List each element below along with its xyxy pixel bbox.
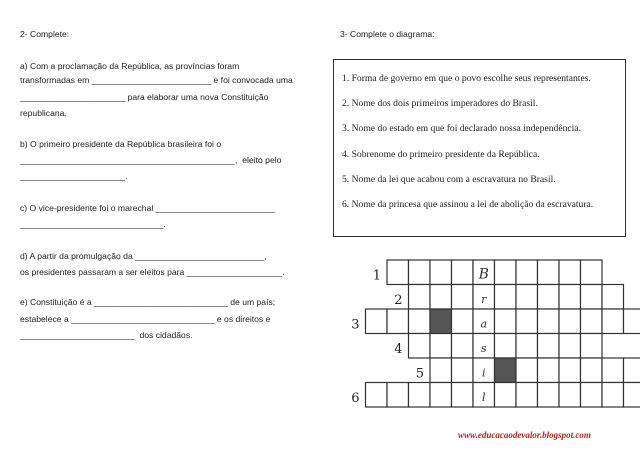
question-c-line-1: c) O vice-presidente foi o marechal _________________________	[20, 203, 276, 213]
question-b-line-2: _____________________________________________, eleito pelo	[20, 155, 282, 165]
section-3-title: 3- Complete o diagrama:	[340, 29, 435, 39]
crossword-cell	[581, 309, 603, 334]
question-c-line-2: ______________________________.	[20, 219, 166, 229]
question-a-line-3: ______________________ para elaborar uma nova Constituição	[20, 92, 269, 102]
crossword-cell	[581, 285, 603, 310]
crossword-cell	[624, 309, 640, 334]
crossword-cell	[409, 309, 431, 334]
crossword-cell	[387, 383, 409, 408]
crossword-cell	[366, 309, 388, 334]
question-e-line-2: estabelece a ______________________________ e os direitos e	[20, 314, 271, 324]
crossword-cell	[452, 285, 474, 310]
crossword-cell	[538, 260, 560, 285]
question-d-line-2: os presidentes passaram a ser eleitos para ____________________.	[20, 267, 285, 277]
crossword-given-letter: r	[481, 293, 487, 306]
crossword-cell	[430, 358, 452, 383]
footer-url: www.educacaodevalor.blogspot.com	[458, 430, 591, 440]
crossword-cell	[624, 383, 640, 408]
question-b-line-1: b) O primeiro presidente da República brasileira foi o	[20, 139, 222, 149]
crossword-cell	[409, 383, 431, 408]
crossword-cell	[538, 358, 560, 383]
crossword-cell	[538, 285, 560, 310]
clue-4: 4. Sobrenome do primeiro presidente da República.	[342, 149, 540, 160]
crossword-cell	[452, 383, 474, 408]
crossword-cell	[538, 309, 560, 334]
crossword-cell	[559, 260, 581, 285]
crossword-row-number: 5	[415, 366, 424, 382]
crossword-cell	[387, 309, 409, 334]
crossword-cell	[581, 260, 603, 285]
crossword-black-cell	[495, 358, 517, 383]
crossword-cell	[559, 334, 581, 359]
crossword-cell	[430, 383, 452, 408]
crossword-cell	[366, 383, 388, 408]
crossword-cell	[538, 334, 560, 359]
crossword-cell	[452, 334, 474, 359]
crossword-cell	[452, 358, 474, 383]
crossword-cell	[624, 358, 640, 383]
clue-3: 3. Nome do estado em que foi declarado nossa independência.	[342, 123, 581, 134]
crossword-cell	[495, 260, 517, 285]
section-2-title: 2- Complete:	[20, 29, 70, 39]
crossword-cell	[516, 383, 538, 408]
crossword-cell	[581, 334, 603, 359]
question-e-line-1: e) Constituição é a ____________________________ de um país;	[20, 297, 276, 307]
crossword-cell	[452, 260, 474, 285]
crossword-cell	[559, 309, 581, 334]
crossword-given-letter: l	[481, 391, 486, 404]
crossword-cell	[581, 358, 603, 383]
crossword-cell	[495, 383, 517, 408]
question-a-line-4: republicana.	[20, 108, 67, 118]
crossword-cell	[387, 260, 409, 285]
crossword-cell	[495, 285, 517, 310]
crossword-cell	[516, 309, 538, 334]
crossword-cell	[581, 383, 603, 408]
crossword-cell	[602, 309, 624, 334]
crossword-row-number: 2	[394, 293, 403, 308]
crossword-cell	[559, 383, 581, 408]
crossword-row-number: 3	[351, 317, 360, 333]
clue-5: 5. Nome da lei que acabou com a escravatura no Brasil.	[342, 174, 556, 185]
crossword-given-letter: B	[478, 266, 489, 283]
crossword-given-letter: i	[481, 366, 486, 380]
crossword-cell	[559, 358, 581, 383]
crossword-black-cell	[430, 309, 452, 334]
crossword-cell	[409, 285, 431, 310]
crossword-cell	[559, 285, 581, 310]
crossword-cell	[516, 285, 538, 310]
question-a-line-1: a) Com a proclamação da República, as províncias foram	[20, 61, 240, 71]
crossword-cell	[602, 285, 624, 310]
crossword-cell	[516, 334, 538, 359]
question-e-line-3: ________________________ dos cidadãos.	[20, 330, 193, 340]
question-d-line-1: d) A partir da promulgação da ___________________________,	[20, 251, 267, 261]
crossword-cell	[430, 260, 452, 285]
crossword-cell	[516, 260, 538, 285]
crossword-row-number: 6	[351, 391, 360, 406]
crossword-cell	[538, 383, 560, 408]
clue-6: 6. Nome da princesa que assinou a lei de abolição da escravatura.	[342, 199, 594, 210]
crossword-cell	[602, 358, 624, 383]
crossword-cell	[516, 358, 538, 383]
crossword-cell	[495, 334, 517, 359]
crossword-cell	[495, 309, 517, 334]
clue-2: 2. Nome dos dois primeiros imperadores do Brasil.	[342, 98, 538, 109]
question-b-line-3: ______________________.	[20, 171, 128, 181]
crossword-row-number: 4	[394, 342, 403, 357]
clue-1: 1. Forma de governo em que o povo escolhe seus representantes.	[342, 73, 591, 84]
crossword-cell	[430, 285, 452, 310]
crossword-cell	[430, 334, 452, 359]
crossword-given-letter: a	[480, 317, 488, 331]
crossword-cell	[452, 309, 474, 334]
crossword-cell	[602, 383, 624, 408]
crossword-cell	[409, 260, 431, 285]
crossword-cell	[409, 334, 431, 359]
crossword-given-letter: s	[480, 342, 487, 355]
crossword-row-number: 1	[372, 268, 381, 284]
question-a-line-2: transformadas em _________________________ e foi convocada uma	[20, 75, 293, 85]
